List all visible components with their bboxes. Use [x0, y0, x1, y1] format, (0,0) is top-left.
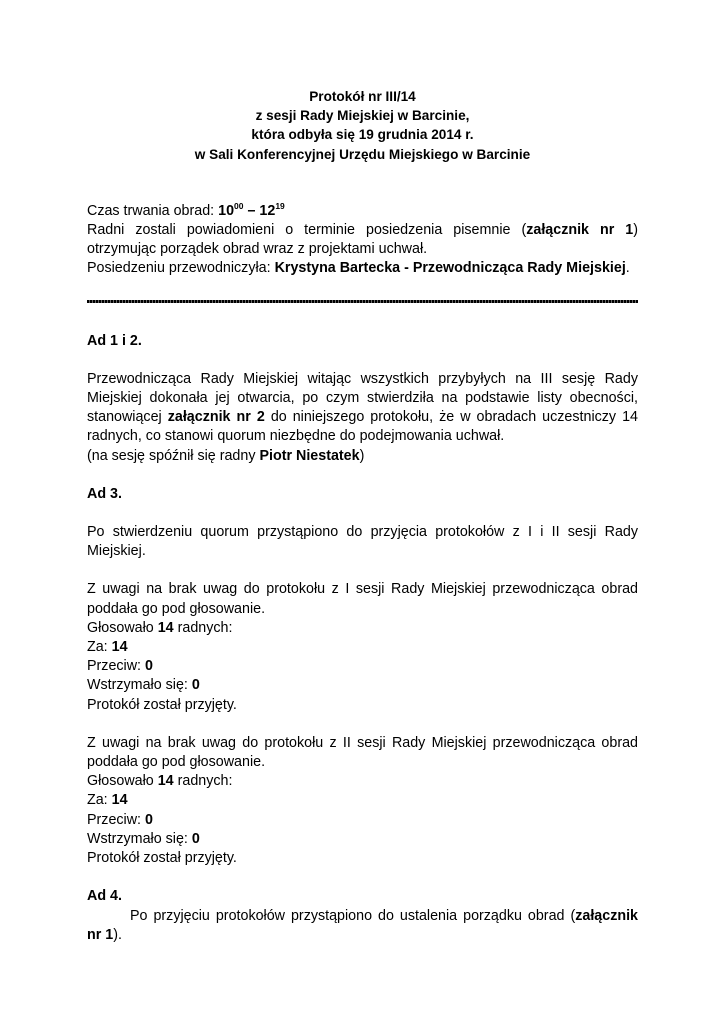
vote-2-against: Przeciw: 0: [87, 811, 153, 828]
chair-line: Posiedzeniu przewodniczyła: Krystyna Bartecka - Przewodnicząca Rady Miejskiej.: [87, 260, 630, 277]
vote-block-2: [87, 734, 638, 868]
vote-2-abstain: Wstrzymało się: 0: [87, 830, 200, 847]
vote-2-voted: Głosowało 14 radnych:: [87, 773, 233, 790]
notification-paragraph: Radni zostali powiadomieni o terminie posiedzenia pisemnie (załącznik nr 1) otrzymując porządek obrad wraz z projektami uchwał.: [87, 222, 638, 258]
intro-section: [87, 202, 638, 279]
vote-2-for: Za: 14: [87, 792, 128, 809]
attachment-1-ref: załącznik nr 1: [526, 222, 634, 239]
late-councillor-name: Piotr Niestatek: [259, 447, 360, 464]
agenda-paragraph: Po przyjęciu protokołów przystąpiono do ustalenia porządku obrad (załącznik nr 1).: [87, 907, 638, 943]
session-duration: Czas trwania obrad: $10^{00} - 12^{19}$: [87, 200, 285, 219]
vote-2-result: Protokół został przyjęty.: [87, 850, 237, 867]
opening-paragraph: Przewodnicząca Rady Miejskiej witając wszystkich przybyłych na III sesję Rady Miejskiej dokonała jej otwarcia, po czym stwierdziła na podstawie listy obecności, stanowiącej załącznik nr 2 do niniejszego protokołu, że w obradach uczestniczy 14 radnych, co stanowi quorum niezbędne do podejmowania uchwał.: [87, 370, 638, 445]
heading-ad-3: Ad 3.: [87, 485, 122, 502]
vote-2-intro: Z uwagi na brak uwag do protokołu z II sesji Rady Miejskiej przewodnicząca obrad poddała go pod głosowanie.: [87, 734, 638, 771]
vote-1-against: Przeciw: 0: [87, 658, 153, 675]
vote-1-voted: Głosowało 14 radnych:: [87, 619, 233, 636]
vote-1-result: Protokół został przyjęty.: [87, 696, 237, 713]
quorum-paragraph: Po stwierdzeniu quorum przystąpiono do przyjęcia protokołów z I i II sesji Rady Miejskiej.: [87, 524, 638, 560]
title-line-3: która odbyła się 19 grudnia 2014 r.: [251, 127, 474, 143]
chair-name: Krystyna Bartecka - Przewodnicząca Rady Miejskiej: [274, 260, 626, 277]
vote-1-for: Za: 14: [87, 639, 128, 656]
vote-1-intro: Z uwagi na brak uwag do protokołu z I sesji Rady Miejskiej przewodnicząca obrad poddała go pod głosowanie.: [87, 581, 638, 617]
title-line-1: Protokół nr III/14: [309, 89, 416, 104]
heading-ad-1-2: Ad 1 i 2.: [87, 332, 142, 349]
section-separator: [87, 300, 638, 303]
heading-ad-4: Ad 4.: [87, 888, 122, 905]
late-note: (na sesję spóźnił się radny Piotr Niestatek): [87, 447, 365, 464]
title-line-2: z sesji Rady Miejskiej w Barcinie,: [255, 108, 470, 124]
attachment-2-ref: załącznik nr 2: [167, 409, 265, 426]
document-page: [87, 0, 638, 945]
document-title: [87, 87, 638, 164]
vote-1-abstain: Wstrzymało się: 0: [87, 677, 200, 694]
title-line-4: w Sali Konferencyjnej Urzędu Miejskiego w Barcinie: [194, 146, 531, 162]
vote-block-1: [87, 580, 638, 714]
attachment-1-ref-agenda: załącznik nr 1: [87, 907, 638, 943]
